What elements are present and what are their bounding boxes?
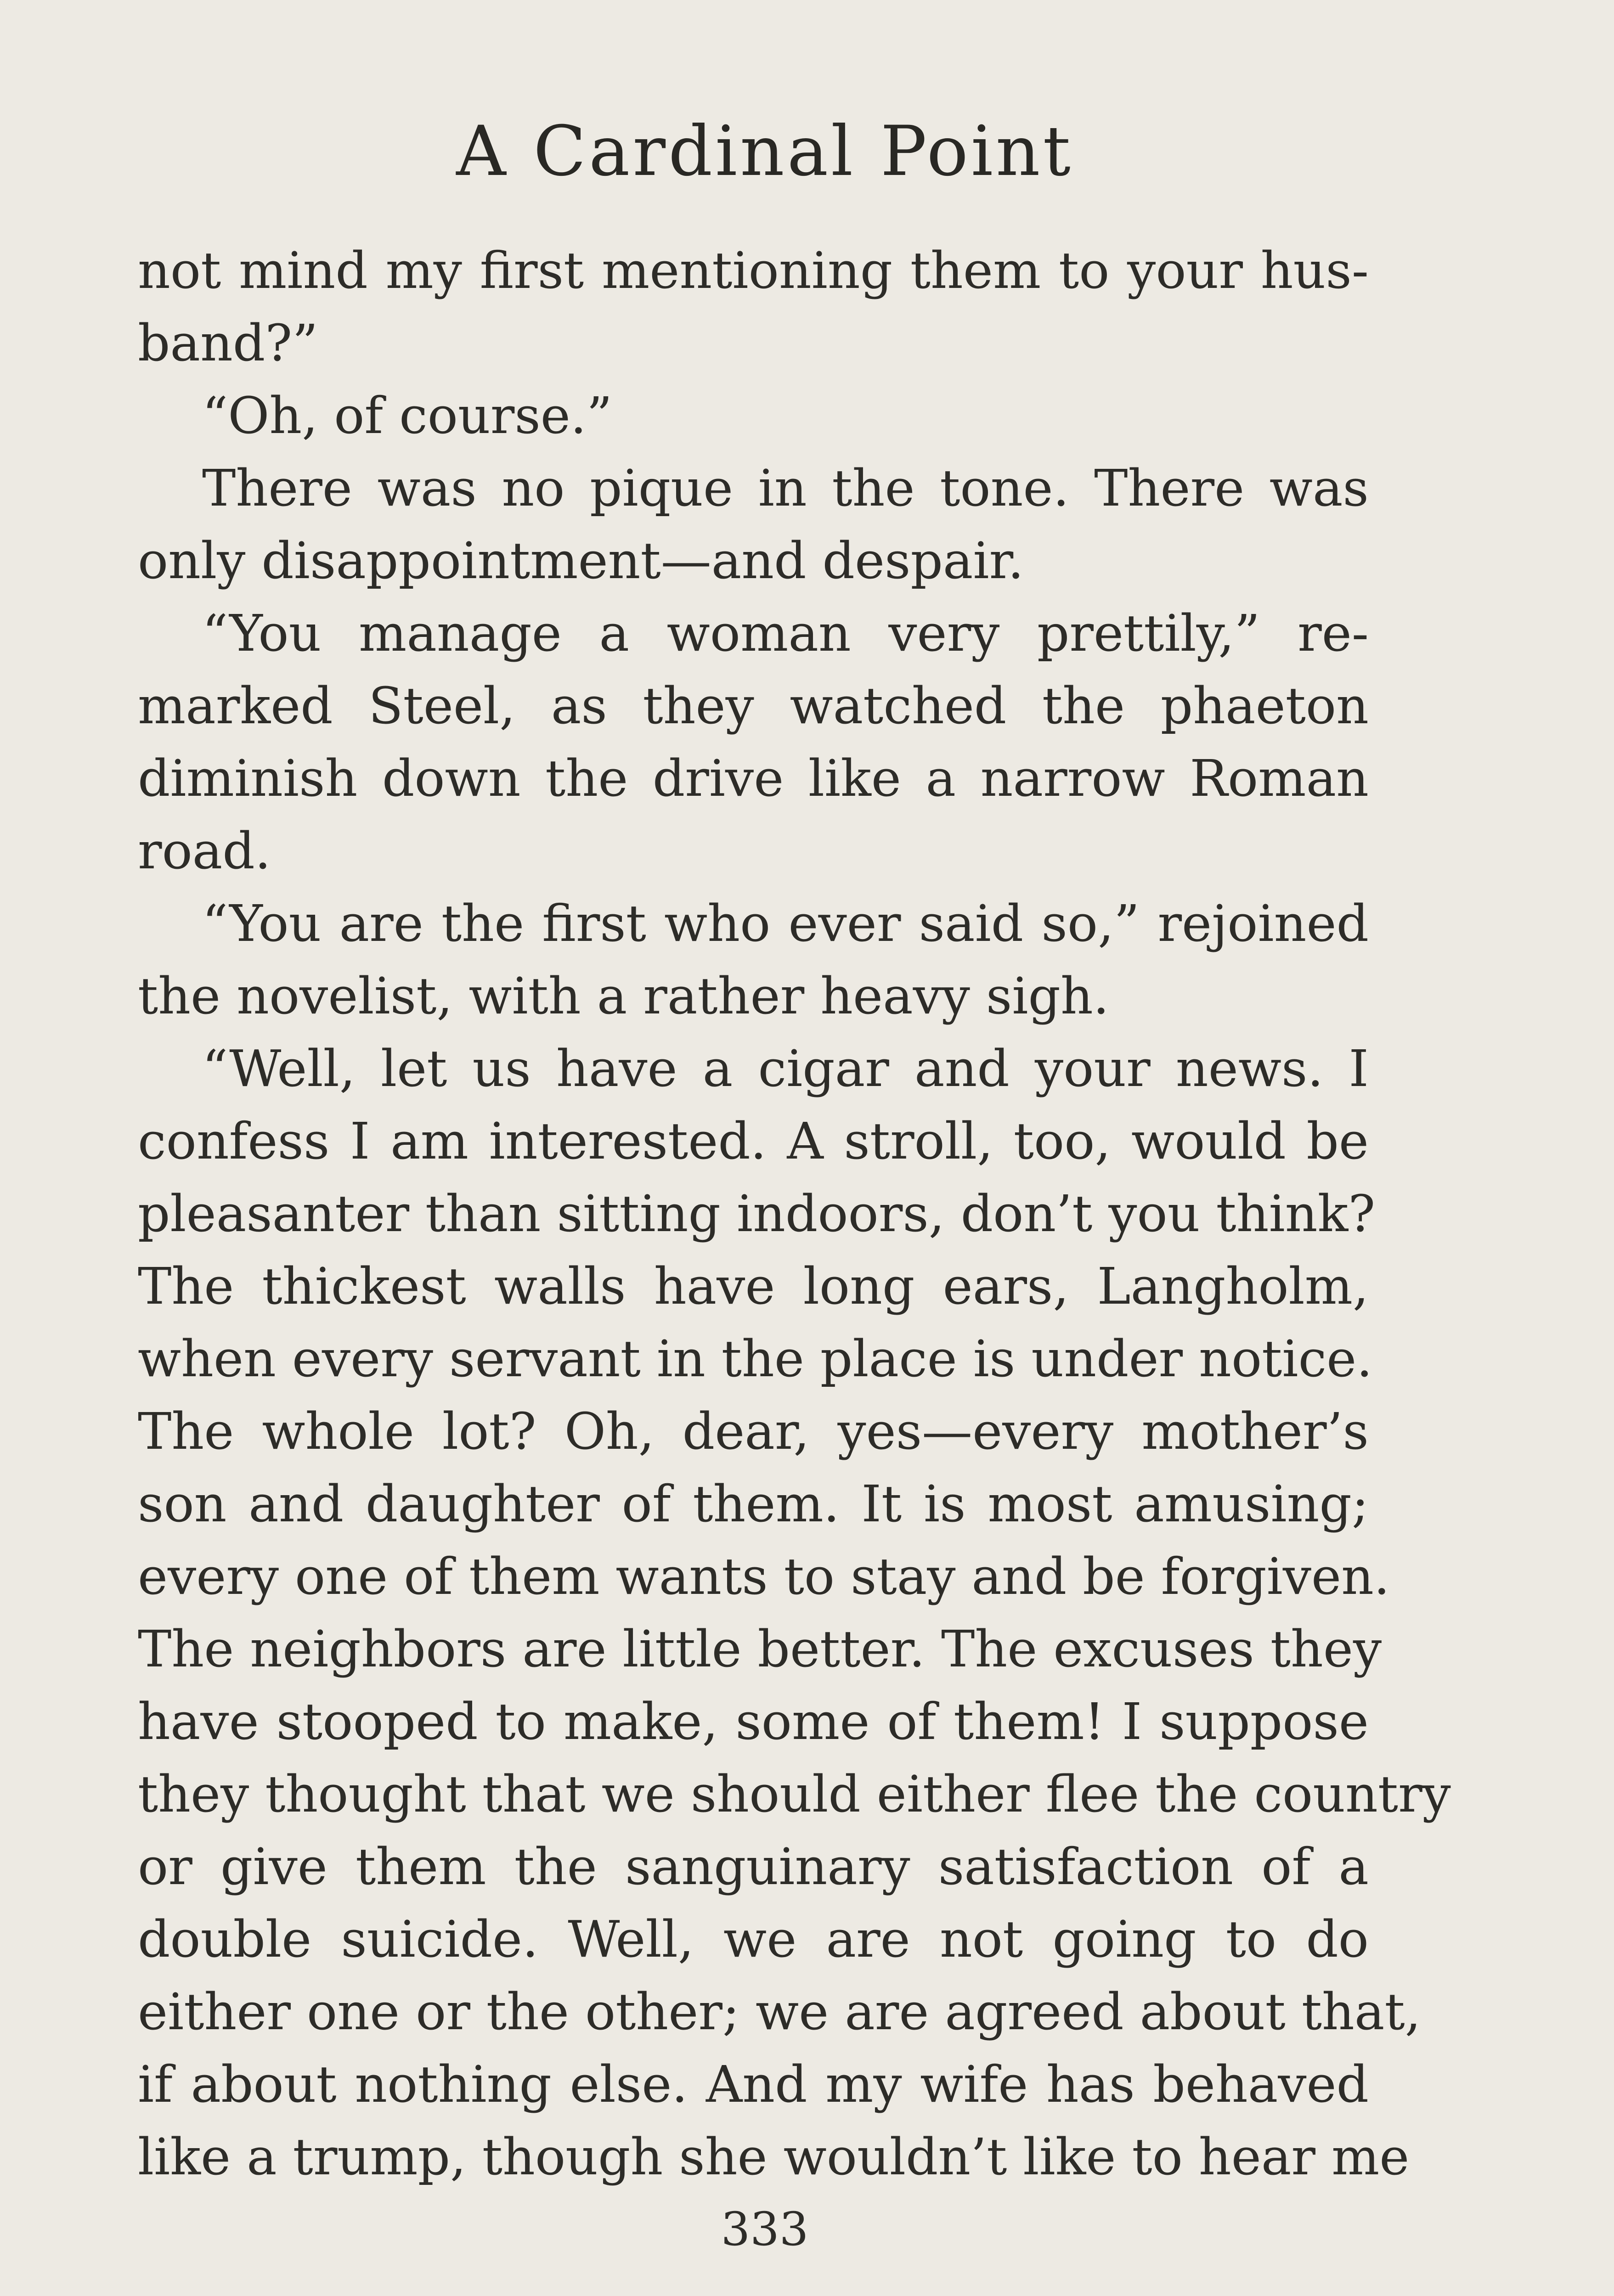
text-line: The thickest walls have long ears, Langholm, — [138, 1257, 1369, 1316]
text-line: not mind my first mentioning them to your hus- — [138, 241, 1369, 300]
text-line: the novelist, with a rather heavy sigh. — [138, 967, 1109, 1025]
running-title: A Cardinal Point — [456, 112, 1073, 191]
text-line: diminish down the drive like a narrow Roman — [138, 749, 1369, 808]
text-line: The neighbors are little better. The excuses they — [138, 1620, 1382, 1678]
text-line: band?” — [138, 314, 318, 372]
text-line: confess I am interested. A stroll, too, would be — [138, 1112, 1369, 1171]
text-line: “Oh, of course.” — [202, 386, 613, 445]
text-line: like a trump, though she wouldn’t like to hear me — [138, 2127, 1410, 2186]
text-line: every one of them wants to stay and be forgiven. — [138, 1547, 1390, 1606]
text-line: have stooped to make, some of them! I suppose — [138, 1692, 1369, 1751]
page-number: 333 — [721, 2202, 809, 2256]
text-line: if about nothing else. And my wife has behaved — [138, 2055, 1369, 2114]
text-line: only disappointment—and despair. — [138, 531, 1024, 590]
text-line: double suicide. Well, we are not going to do — [138, 1910, 1369, 1969]
text-line: “You are the first who ever said so,” rejoined — [202, 894, 1369, 953]
text-line: road. — [138, 822, 271, 880]
text-line: The whole lot? Oh, dear, yes—every mother’s — [138, 1402, 1369, 1461]
text-line: marked Steel, as they watched the phaeton — [138, 676, 1369, 735]
body-text — [138, 234, 1451, 2193]
text-line: they thought that we should either flee the country — [138, 1765, 1451, 1823]
text-line: or give them the sanguinary satisfaction of a — [138, 1837, 1369, 1896]
text-line: when every servant in the place is under notice. — [138, 1329, 1373, 1388]
text-line: “You manage a woman very prettily,” re- — [202, 604, 1369, 663]
text-line: pleasanter than sitting indoors, don’t you think? — [138, 1184, 1376, 1243]
text-line: either one or the other; we are agreed about that, — [138, 1982, 1421, 2041]
text-line: “Well, let us have a cigar and your news. I — [202, 1039, 1369, 1098]
text-line: There was no pique in the tone. There was — [202, 459, 1369, 518]
text-line: son and daughter of them. It is most amusing; — [138, 1474, 1369, 1533]
